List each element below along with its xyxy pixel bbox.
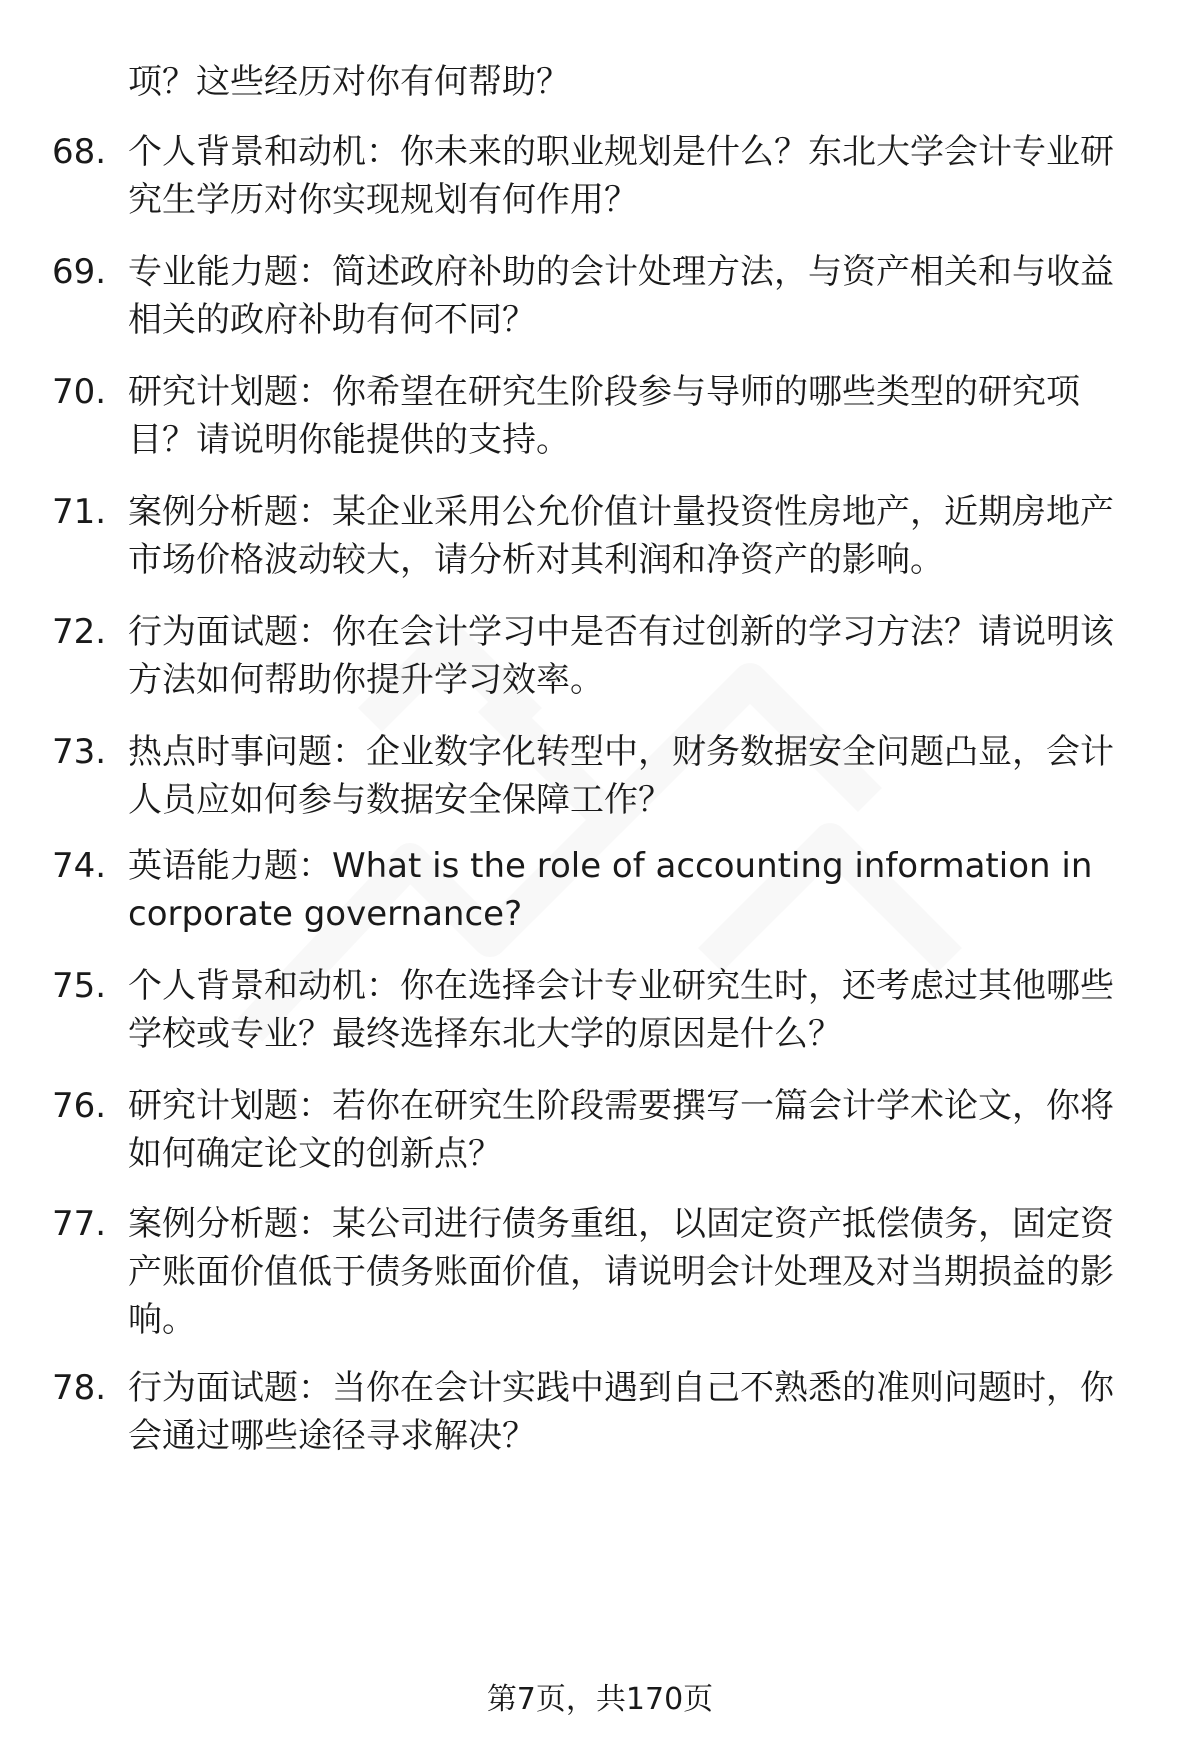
question-text: 个人背景和动机：你在选择会计专业研究生时，还考虑过其他哪些学校或专业？最终选择东北大学的原因是什么？ <box>128 966 1114 1054</box>
question-text: 研究计划题：若你在研究生阶段需要撰写一篇会计学术论文，你将如何确定论文的创新点？ <box>128 1086 1114 1174</box>
question-text: 项？这些经历对你有何帮助？ <box>128 62 570 102</box>
question-text: 个人背景和动机：你未来的职业规划是什么？东北大学会计专业研究生学历对你实现规划有何作用？ <box>128 132 1114 220</box>
question-text: 专业能力题：简述政府补助的会计处理方法，与资产相关和与收益相关的政府补助有何不同？ <box>128 252 1114 340</box>
question-number: 77. <box>52 1204 107 1244</box>
question-text: 案例分析题：某企业采用公允价值计量投资性房地产，近期房地产市场价格波动较大，请分析对其利润和净资产的影响。 <box>128 492 1114 580</box>
question-text: 案例分析题：某公司进行债务重组，以固定资产抵偿债务，固定资产账面价值低于债务账面价值，请说明会计处理及对当期损益的影响。 <box>128 1204 1114 1340</box>
question-number: 69. <box>52 252 107 292</box>
question-text: 研究计划题：你希望在研究生阶段参与导师的哪些类型的研究项目？请说明你能提供的支持。 <box>128 372 1080 460</box>
question-number: 68. <box>52 132 107 172</box>
page-number: 第7页，共170页 <box>486 1682 714 1717</box>
question-number: 71. <box>52 492 107 532</box>
question-text: 行为面试题：你在会计学习中是否有过创新的学习方法？请说明该方法如何帮助你提升学习效率。 <box>128 612 1114 700</box>
question-text: 行为面试题：当你在会计实践中遇到自己不熟悉的准则问题时，你会通过哪些途径寻求解决？ <box>128 1368 1114 1456</box>
question-number: 72. <box>52 612 107 652</box>
question-number: 73. <box>52 732 107 772</box>
question-number: 70. <box>52 372 107 412</box>
question-text: 英语能力题：What is the role of accounting information in corporate governance? <box>128 846 1093 934</box>
question-number: 75. <box>52 966 107 1006</box>
question-text: 热点时事问题：企业数字化转型中，财务数据安全问题凸显，会计人员应如何参与数据安全保障工作？ <box>128 732 1114 820</box>
question-number: 74. <box>52 846 107 886</box>
question-number: 76. <box>52 1086 107 1126</box>
question-number: 78. <box>52 1368 107 1408</box>
